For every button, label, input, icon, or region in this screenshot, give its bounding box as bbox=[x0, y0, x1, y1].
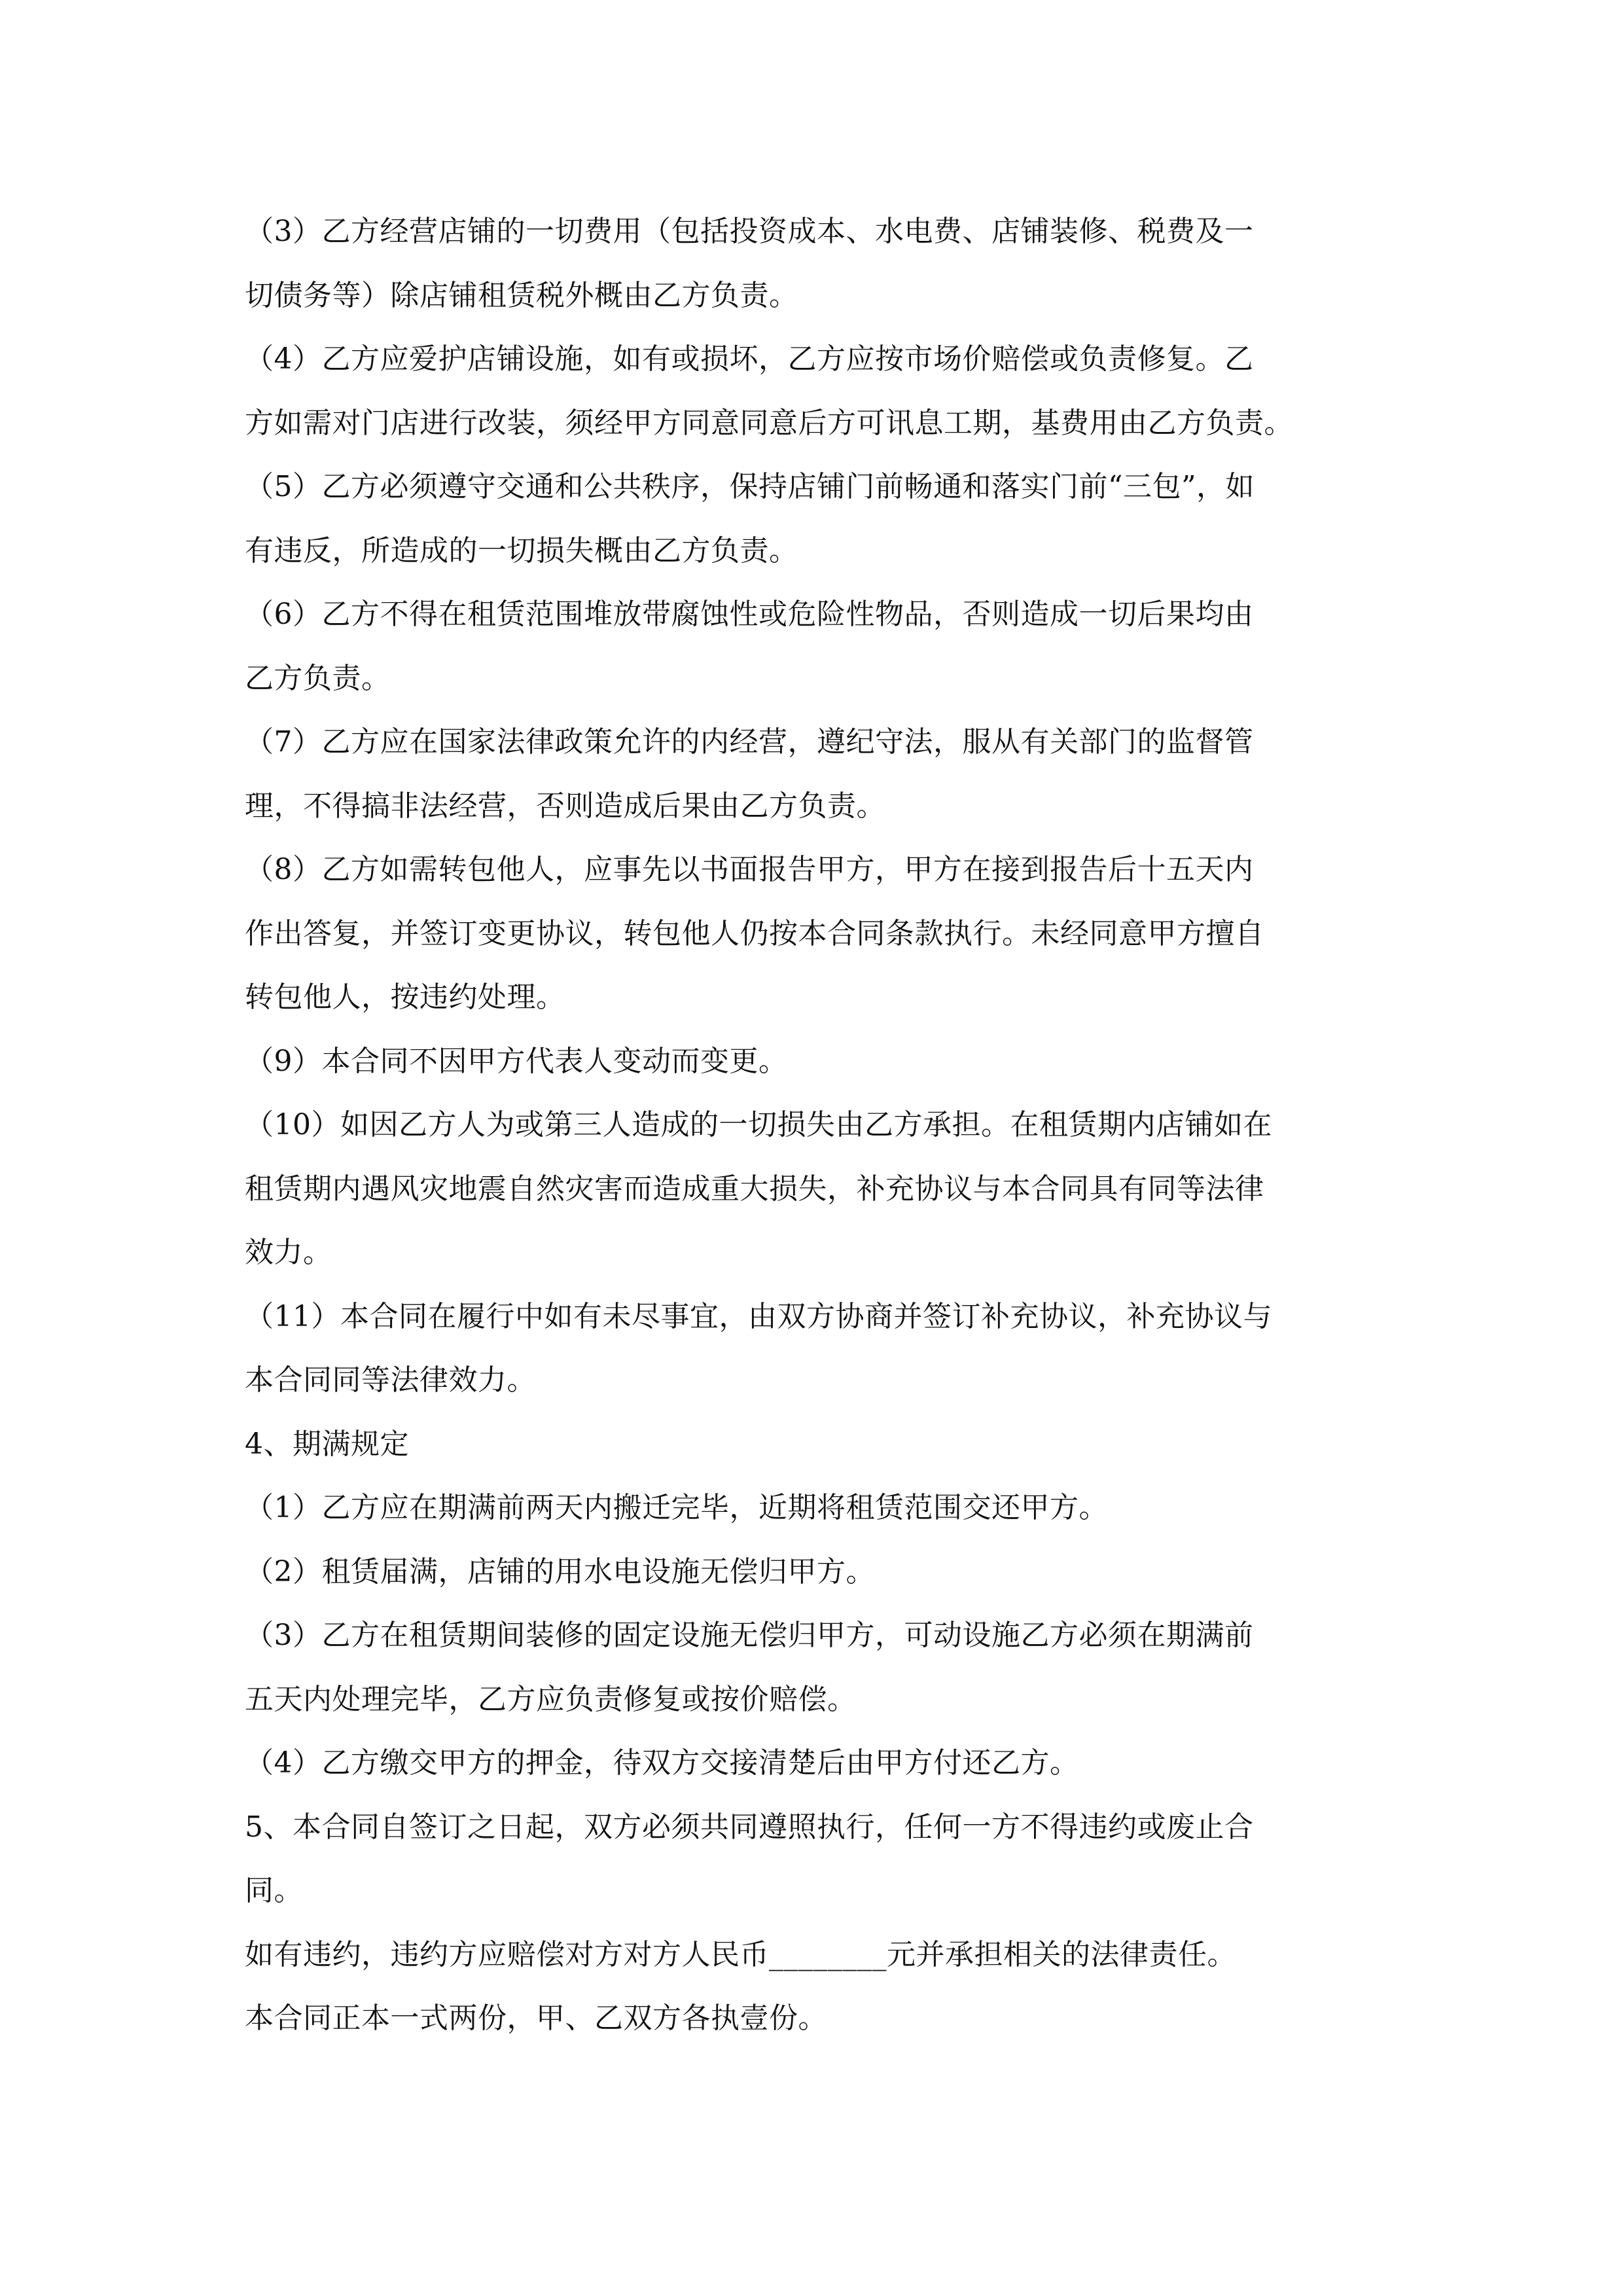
text-line: 有违反，所造成的一切损失概由乙方负责。 bbox=[245, 533, 798, 567]
text-line: （3）乙方经营店铺的一切费用（包括投资成本、水电费、店铺装修、税费及一 bbox=[245, 215, 1254, 248]
amount-blank: ________ bbox=[769, 1937, 887, 1971]
text-line: （4）乙方应爱护店铺设施，如有或损坏，乙方应按市场价赔偿或负责修复。乙 bbox=[245, 342, 1254, 376]
text-line: （8）乙方如需转包他人，应事先以书面报告甲方，甲方在接到报告后十五天内 bbox=[245, 853, 1254, 886]
text-line: （2）租赁届满，店铺的用水电设施无偿归甲方。 bbox=[245, 1554, 875, 1588]
penalty-text-after: 元并承担相关的法律责任。 bbox=[887, 1937, 1236, 1971]
contract-text bbox=[245, 200, 1383, 2051]
text-line: 租赁期内遇风灾地震自然灾害而造成重大损失，补充协议与本合同具有同等法律 bbox=[245, 1172, 1264, 1206]
text-line: 五天内处理完毕，乙方应负责修复或按价赔偿。 bbox=[245, 1682, 857, 1716]
text-line: （6）乙方不得在租赁范围堆放带腐蚀性或危险性物品，否则造成一切后果均由 bbox=[245, 598, 1254, 631]
text-line: 5、本合同自签订之日起，双方必须共同遵照执行，任何一方不得违约或废止合 bbox=[245, 1810, 1254, 1844]
text-line: 本合同同等法律效力。 bbox=[245, 1363, 536, 1397]
final-line: 本合同正本一式两份，甲、乙双方各执壹份。 bbox=[245, 2001, 827, 2035]
text-line: （7）乙方应在国家法律政策允许的内经营，遵纪守法，服从有关部门的监督管 bbox=[245, 725, 1254, 759]
text-line: （10）如因乙方人为或第三人造成的一切损失由乙方承担。在租赁期内店铺如在 bbox=[245, 1108, 1272, 1141]
text-line: 方如需对门店进行改装，须经甲方同意同意后方可讯息工期，基费用由乙方负责。 bbox=[245, 406, 1293, 440]
text-line: 理，不得搞非法经营，否则造成后果由乙方负责。 bbox=[245, 789, 885, 823]
text-line: （3）乙方在租赁期间装修的固定设施无偿归甲方，可动设施乙方必须在期满前 bbox=[245, 1619, 1254, 1652]
text-line: 乙方负责。 bbox=[245, 661, 391, 695]
text-line: （1）乙方应在期满前两天内搬迁完毕，近期将租赁范围交还甲方。 bbox=[245, 1491, 1108, 1524]
section-heading: 4、期满规定 bbox=[245, 1427, 409, 1461]
text-line: 效力。 bbox=[245, 1236, 332, 1269]
penalty-text-before: 如有违约，违约方应赔偿对方对方人民币 bbox=[245, 1937, 769, 1971]
text-line: 作出答复，并签订变更协议，转包他人仍按本合同条款执行。未经同意甲方擅自 bbox=[245, 916, 1264, 950]
penalty-line bbox=[245, 1923, 1383, 1987]
text-line: （11）本合同在履行中如有未尽事宜，由双方协商并签订补充协议，补充协议与 bbox=[245, 1299, 1272, 1333]
text-line: 切债务等）除店铺租赁税外概由乙方负责。 bbox=[245, 278, 798, 312]
text-line: 转包他人，按违约处理。 bbox=[245, 980, 565, 1014]
text-line: （9）本合同不因甲方代表人变动而变更。 bbox=[245, 1044, 788, 1078]
text-line: （4）乙方缴交甲方的押金，待双方交接清楚后由甲方付还乙方。 bbox=[245, 1746, 1079, 1780]
text-line: （5）乙方必须遵守交通和公共秩序，保持店铺门前畅通和落实门前“三包”，如 bbox=[245, 470, 1255, 503]
text-line: 同。 bbox=[245, 1874, 303, 1907]
